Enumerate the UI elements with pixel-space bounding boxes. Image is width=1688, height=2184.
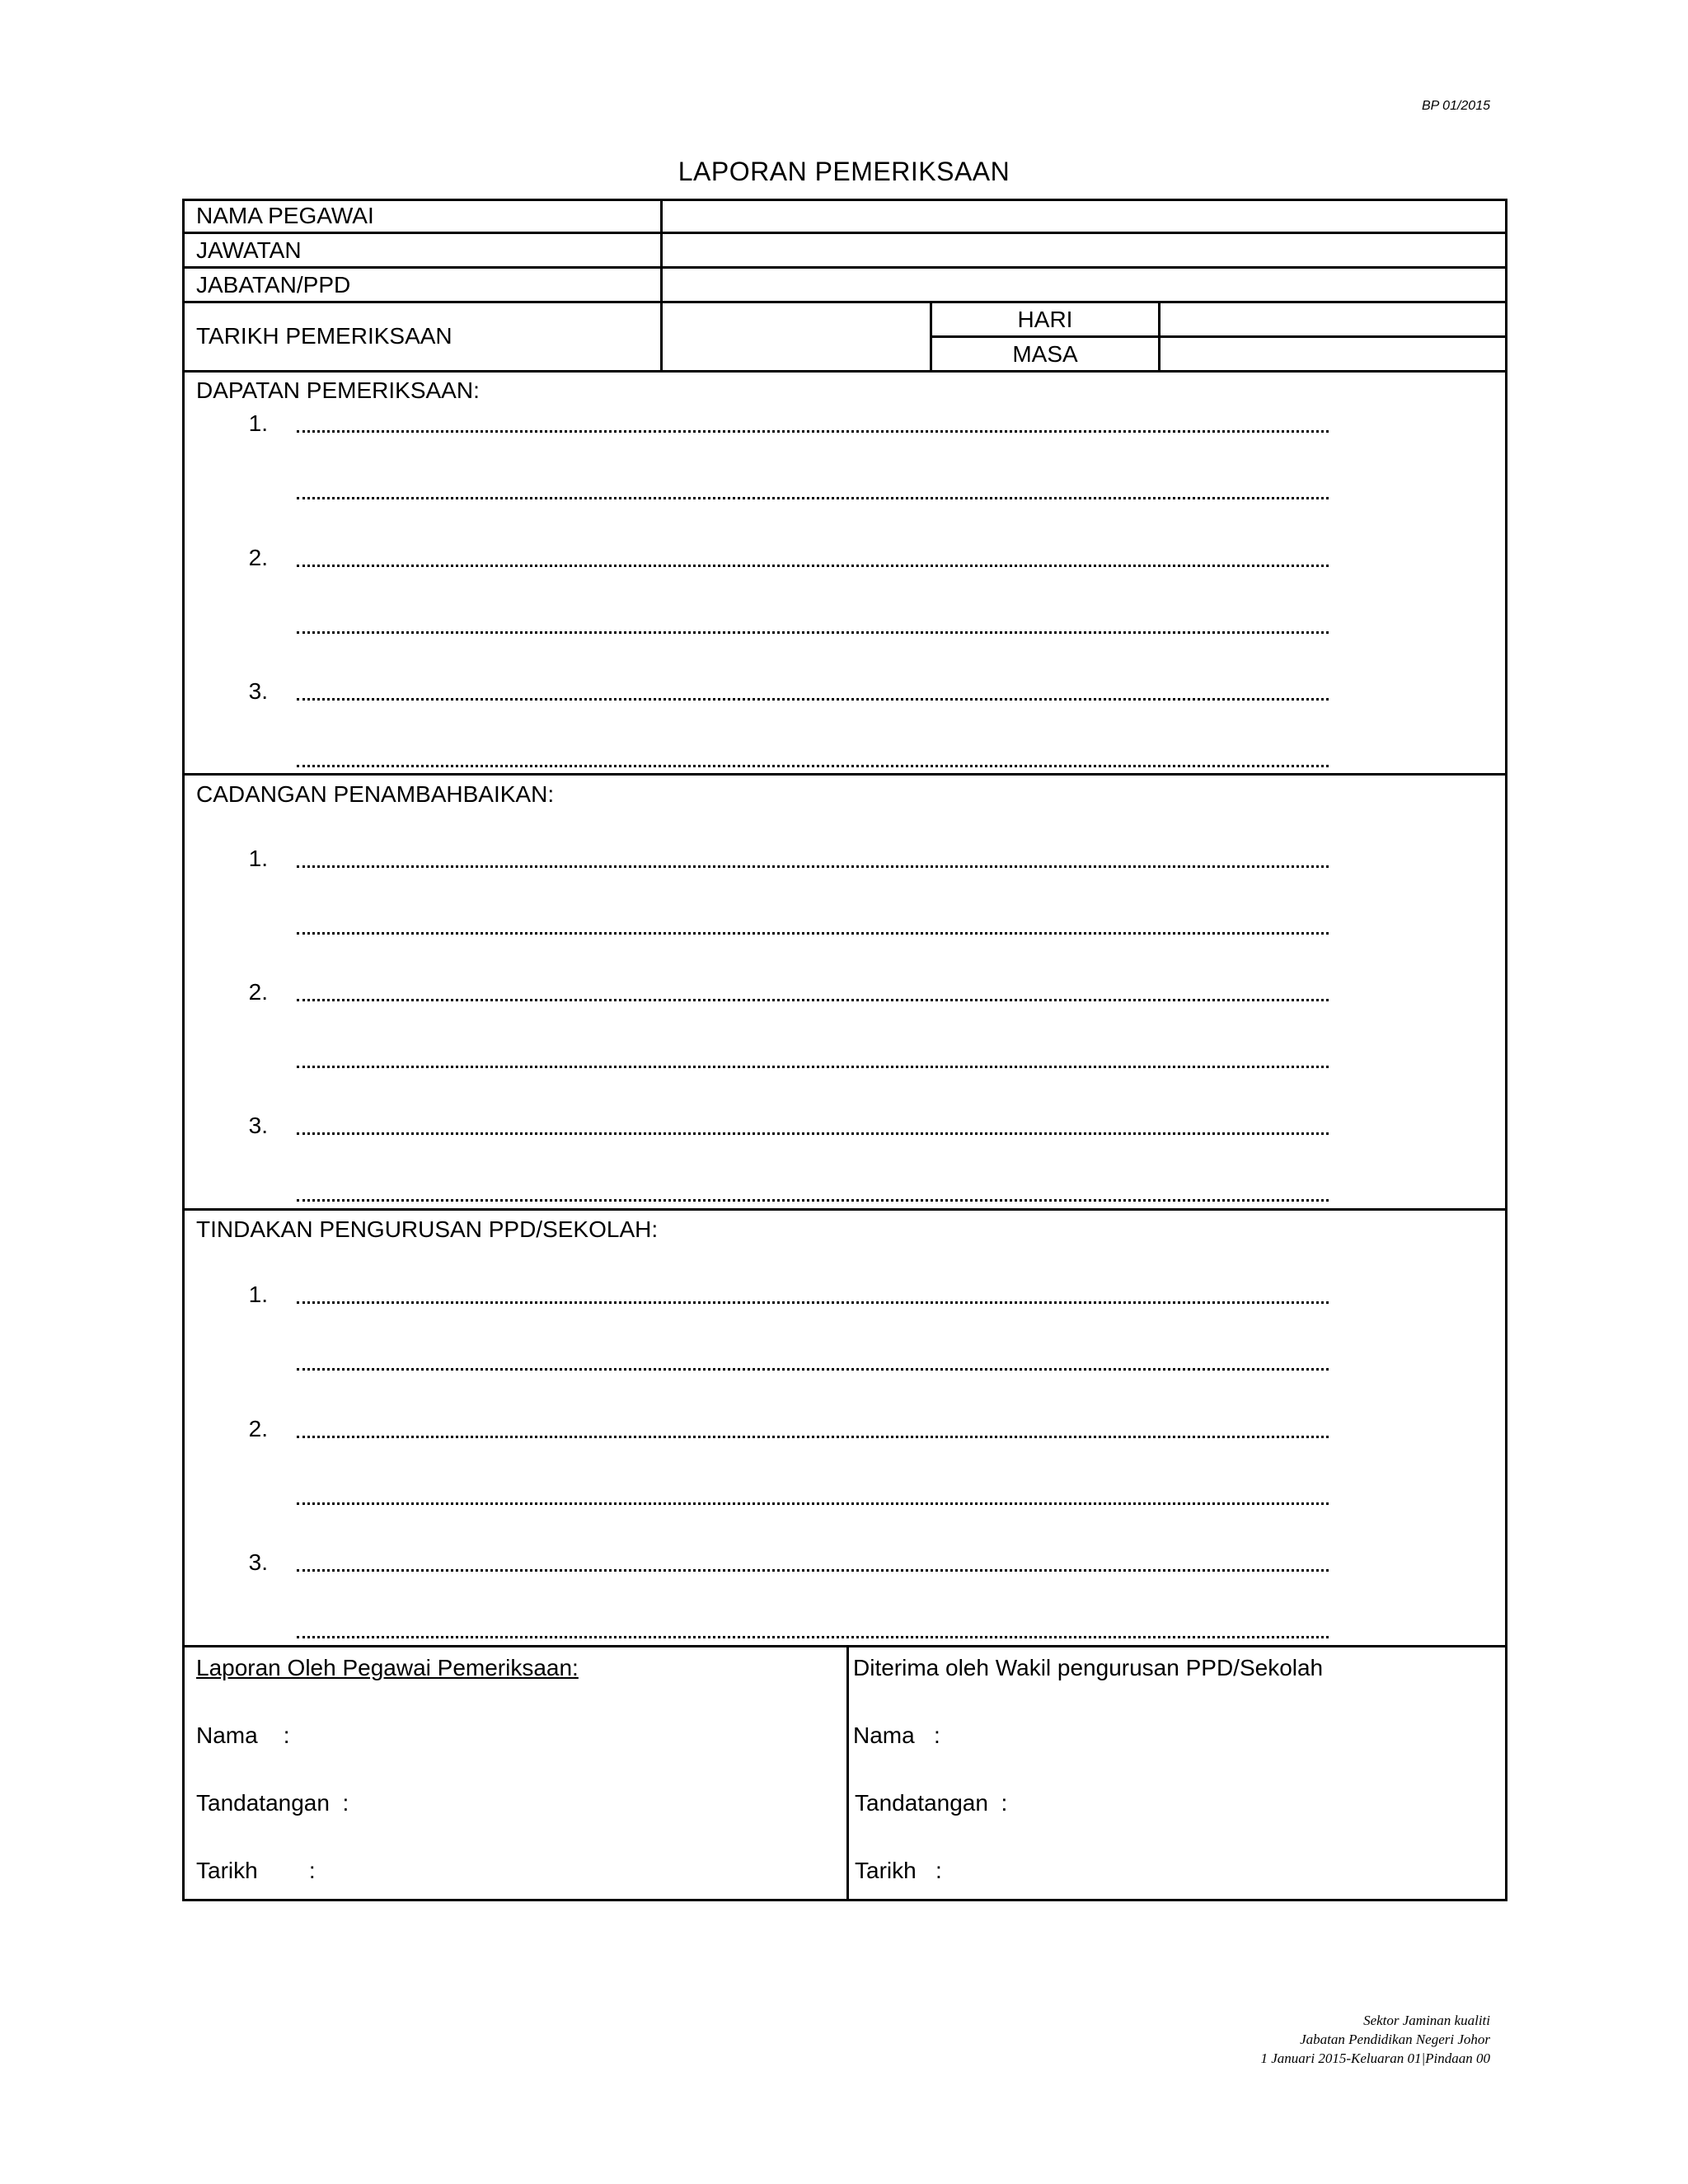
column-divider bbox=[846, 1645, 849, 1901]
item-number: 1. bbox=[248, 1282, 268, 1307]
diterima-oleh-heading: Diterima oleh Wakil pengurusan PPD/Sekolah bbox=[853, 1655, 1324, 1680]
left-nama-label: Nama : bbox=[196, 1722, 290, 1748]
dotted-line[interactable] bbox=[297, 698, 1329, 701]
dotted-line[interactable] bbox=[297, 1368, 1329, 1371]
dotted-line[interactable] bbox=[297, 765, 1329, 767]
right-nama-label: Nama : bbox=[853, 1722, 940, 1748]
row-divider bbox=[182, 370, 1507, 373]
tarikh-pemeriksaan-label: TARIKH PEMERIKSAAN bbox=[196, 323, 452, 349]
jabatan-ppd-field[interactable] bbox=[663, 269, 1505, 301]
tarikh-pemeriksaan-field[interactable] bbox=[663, 303, 930, 370]
section-title-cadangan: CADANGAN PENAMBAHBAIKAN: bbox=[196, 781, 555, 807]
item-number: 1. bbox=[248, 846, 268, 871]
laporan-oleh-heading: Laporan Oleh Pegawai Pemeriksaan: bbox=[196, 1655, 579, 1680]
dotted-line[interactable] bbox=[297, 565, 1329, 567]
footer bbox=[1260, 2011, 1490, 2068]
dotted-line[interactable] bbox=[297, 430, 1329, 433]
hari-field[interactable] bbox=[1160, 303, 1505, 335]
left-tandatangan-label: Tandatangan : bbox=[196, 1790, 349, 1816]
dotted-line[interactable] bbox=[297, 1132, 1329, 1135]
item-number: 2. bbox=[248, 979, 268, 1005]
dotted-line[interactable] bbox=[297, 1569, 1329, 1572]
item-number: 3. bbox=[248, 678, 268, 704]
page-title: LAPORAN PEMERIKSAAN bbox=[678, 157, 1010, 186]
form-code: BP 01/2015 bbox=[1421, 99, 1490, 113]
jawatan-label: JAWATAN bbox=[196, 237, 302, 263]
left-tarikh-label: Tarikh : bbox=[196, 1858, 316, 1883]
jabatan-ppd-label: JABATAN/PPD bbox=[196, 272, 351, 298]
dotted-line[interactable] bbox=[297, 631, 1329, 634]
item-number: 3. bbox=[248, 1549, 268, 1575]
footer-line: Jabatan Pendidikan Negeri Johor bbox=[1300, 2032, 1490, 2047]
section-divider bbox=[182, 1645, 1507, 1647]
nama-pegawai-label: NAMA PEGAWAI bbox=[196, 203, 374, 228]
dotted-line[interactable] bbox=[297, 1636, 1329, 1638]
dotted-line[interactable] bbox=[297, 1436, 1329, 1438]
footer-line: Sektor Jaminan kualiti bbox=[1363, 2013, 1490, 2028]
dotted-line[interactable] bbox=[297, 1066, 1329, 1068]
dotted-line[interactable] bbox=[297, 865, 1329, 868]
hari-label: HARI bbox=[1017, 307, 1073, 332]
item-number: 3. bbox=[248, 1113, 268, 1138]
section-title-dapatan: DAPATAN PEMERIKSAAN: bbox=[196, 377, 480, 403]
masa-field[interactable] bbox=[1160, 338, 1505, 370]
masa-label: MASA bbox=[1012, 341, 1078, 367]
item-number: 2. bbox=[248, 1416, 268, 1441]
dotted-line[interactable] bbox=[297, 1502, 1329, 1505]
item-number: 1. bbox=[248, 410, 268, 436]
nama-pegawai-field[interactable] bbox=[663, 201, 1505, 232]
section-divider bbox=[182, 1208, 1507, 1211]
section-divider bbox=[182, 773, 1507, 776]
dotted-line[interactable] bbox=[297, 1301, 1329, 1304]
footer-line: 1 Januari 2015-Keluaran 01|Pindaan 00 bbox=[1260, 2050, 1490, 2066]
jawatan-field[interactable] bbox=[663, 234, 1505, 266]
item-number: 2. bbox=[248, 545, 268, 570]
right-tandatangan-label: Tandatangan : bbox=[855, 1790, 1008, 1816]
dotted-line[interactable] bbox=[297, 1199, 1329, 1202]
dotted-line[interactable] bbox=[297, 999, 1329, 1001]
section-title-tindakan: TINDAKAN PENGURUSAN PPD/SEKOLAH: bbox=[196, 1216, 659, 1242]
right-tarikh-label: Tarikh : bbox=[855, 1858, 942, 1883]
dotted-line[interactable] bbox=[297, 497, 1329, 499]
dotted-line[interactable] bbox=[297, 932, 1329, 935]
